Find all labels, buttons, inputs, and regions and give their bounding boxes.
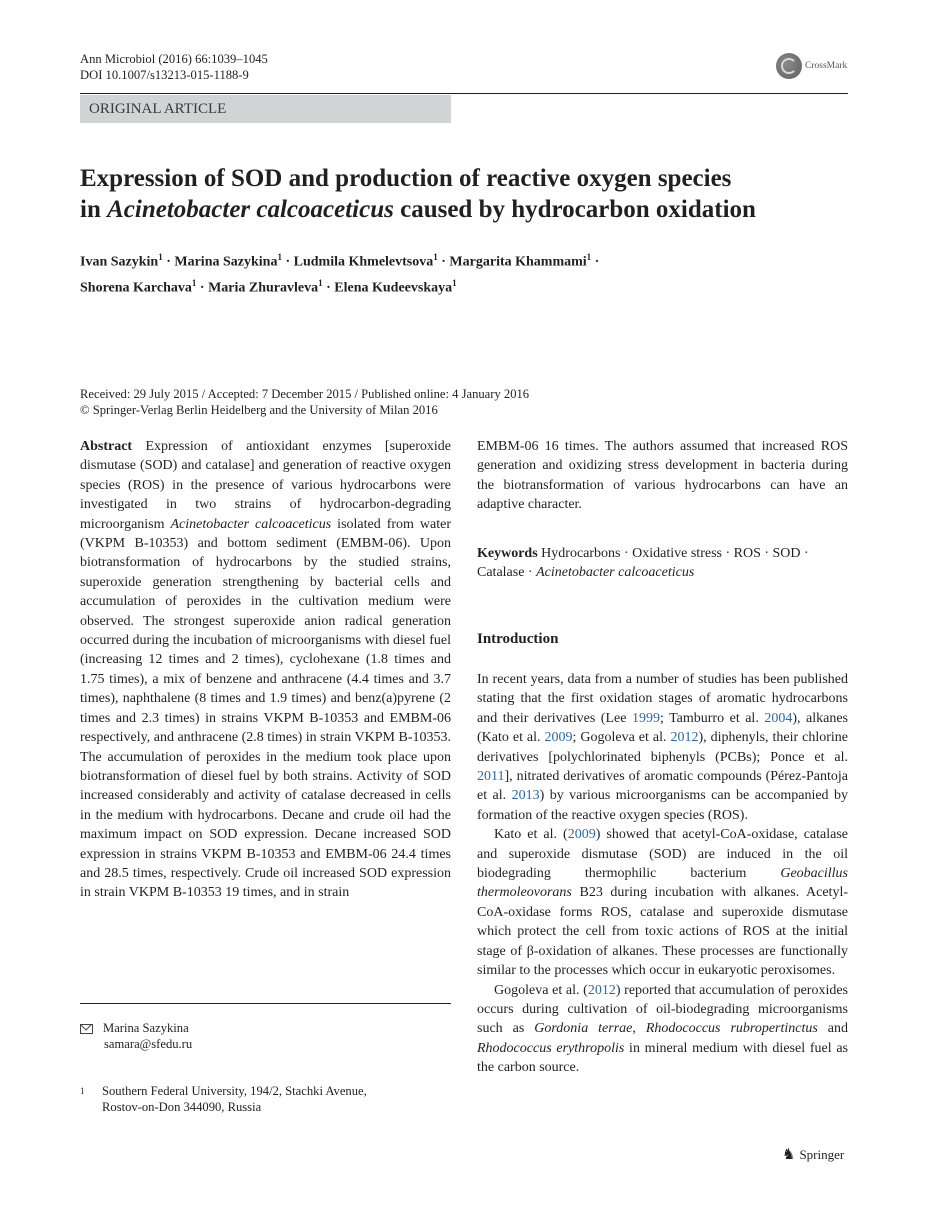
author-name[interactable]: Elena Kudeevskaya bbox=[334, 280, 453, 296]
intro-text: ) reported that accumulation of peroxides occurs during cultivation of oil-biodegrading microorganisms such as bbox=[477, 982, 848, 1037]
species-name: Geobacillus thermoleovorans bbox=[477, 866, 848, 901]
citation-link[interactable]: 2013 bbox=[511, 788, 540, 804]
author-affiliation: 1 bbox=[158, 252, 163, 262]
intro-text: ), alkanes (Kato et al. bbox=[477, 710, 848, 746]
abstract-continued bbox=[477, 437, 848, 515]
keywords-text: Hydrocarbons · Oxidative stress · ROS · SOD · Catalase · bbox=[477, 546, 809, 581]
intro-text: and bbox=[817, 1021, 849, 1037]
abstract-continued-text: EMBM-06 16 times. The authors assumed that increased ROS generation and oxidizing stress development in bacteria during the biotransformation of various hydrocarbons can have an adaptive character. bbox=[477, 439, 848, 513]
crossmark-label: CrossMark bbox=[805, 61, 848, 71]
citation-link[interactable]: 2011 bbox=[477, 769, 505, 785]
affiliation-line-1: Southern Federal University, 194/2, Stachki Avenue, bbox=[102, 1084, 367, 1098]
intro-text: B23 during incubation with alkanes. Acetyl-CoA-oxidase forms ROS, catalase and superoxide dismutase which protect the cell from toxic actions of ROS at the initial stage of β-oxidation of alkanes. These processes are functionally similar to the processes which occur in eukaryotic peroxisomes. bbox=[477, 885, 848, 979]
journal-info: Ann Microbiol (2016) 66:1039–1045 bbox=[80, 52, 268, 66]
publication-dates bbox=[80, 386, 850, 418]
citation-link[interactable]: 2004 bbox=[764, 710, 793, 726]
affiliation bbox=[80, 1083, 367, 1115]
publisher-logo bbox=[782, 1145, 844, 1164]
journal-citation bbox=[80, 51, 268, 83]
author-separator: · bbox=[162, 254, 175, 270]
intro-text: ; Gogoleva et al. bbox=[572, 730, 671, 746]
author-name[interactable]: Marina Sazykina bbox=[174, 254, 278, 270]
article-title bbox=[80, 163, 850, 225]
doi[interactable]: DOI 10.1007/s13213-015-1188-9 bbox=[80, 68, 249, 82]
abstract-text: Expression of antioxidant enzymes [superoxide dismutase (SOD) and catalase] and generation of reactive oxygen species (ROS) in the presence of various hydrocarbons were investigated in two strains of hydrocarbon-degrading microorganism bbox=[80, 439, 451, 532]
author-line-1 bbox=[80, 247, 850, 273]
keywords-label: Keywords bbox=[477, 546, 538, 561]
author-name[interactable]: Maria Zhuravleva bbox=[208, 280, 319, 296]
footnote-rule bbox=[80, 1003, 451, 1004]
intro-text: ) showed that acetyl-CoA-oxidase, catalase and superoxide dismutase (SOD) are induced in the oil biodegrading thermophilic bacterium bbox=[477, 827, 848, 882]
author-separator: · bbox=[437, 254, 450, 270]
citation-link[interactable]: 1999 bbox=[631, 710, 660, 726]
crossmark-icon bbox=[776, 53, 802, 79]
introduction-heading: Introduction bbox=[477, 631, 559, 647]
title-species: Acinetobacter calcoaceticus bbox=[107, 196, 394, 223]
author-affiliation: 1 bbox=[586, 252, 592, 262]
abstract-species: Acinetobacter calcoaceticus bbox=[170, 516, 332, 532]
title-post: caused by hydrocarbon oxidation bbox=[393, 196, 756, 223]
intro-text: Gogoleva et al. ( bbox=[494, 982, 588, 998]
author-separator: · bbox=[281, 254, 294, 270]
citation-link[interactable]: 2009 bbox=[567, 827, 596, 843]
envelope-icon bbox=[80, 1024, 93, 1034]
springer-horse-icon: ♞ bbox=[782, 1147, 796, 1163]
intro-text: ], nitrated derivatives of aromatic compounds (Pérez-Pantoja et al. bbox=[477, 769, 848, 804]
author-affiliation: 1 bbox=[452, 277, 457, 288]
publisher-name: Springer bbox=[799, 1146, 845, 1162]
abstract-text-cont: isolated from water (VKPM B-10353) and bottom sediment (EMBM-06). Upon biotransformation of hydrocarbons by the studied strains, superoxide generation strengthening by bacterial cells and accumulation of peroxides in the cultivation medium were observed. The strongest superoxide anion radical generation occurred during the incubation of microorganisms with diesel fuel (increasing 12 times and 2 times), cyclohexane (1.8 times and 1.75 times), a mix of benzene and anthracene (4.4 times and 3.7 times), naphthalene (8 times and 1.9 times) and benz(a)pyrene (2 times and 2.3 times) in strains VKPM B-10353 and EMBM-06 respectively, and anthracene (2.8 times) in strain VKPM B-10353. The accumulation of peroxides in the medium took place upon biotransformation of diesel fuel by both strains. Activity of SOD increased considerably and activity of catalase decreased in cells in the medium with hydrocarbons. Decane and crude oil had the maximum impact on SOD expression. Decane increased SOD expression in strains VKPM B-10353 and EMBM-06 24.4 times and 28.5 times, respectively. Crude oil increased SOD expression in strain VKPM B-10353 19 times, and in strain bbox=[80, 516, 451, 901]
corresponding-author: Marina Sazykina bbox=[103, 1021, 189, 1035]
intro-text: Kato et al. ( bbox=[494, 827, 568, 843]
affiliation-number: 1 bbox=[80, 1086, 85, 1096]
header-rule bbox=[80, 93, 848, 94]
intro-paragraph-1 bbox=[477, 670, 848, 825]
author-line-2 bbox=[80, 273, 850, 299]
author-separator: · bbox=[196, 280, 209, 296]
author-name[interactable]: Shorena Karchava bbox=[80, 280, 192, 296]
keywords-species: Acinetobacter calcoaceticus bbox=[536, 565, 695, 581]
abstract-label: Abstract bbox=[80, 439, 133, 454]
title-pre: in bbox=[80, 196, 108, 223]
intro-text: In recent years, data from a number of studies has been published stating that the first oxidation stages of aromatic hydrocarbons and their derivatives (Lee bbox=[477, 672, 848, 726]
species-name: Rhodococcus rubropertinctus bbox=[645, 1021, 818, 1037]
corresponding-email[interactable]: samara@sfedu.ru bbox=[104, 1037, 193, 1051]
author-list bbox=[80, 247, 850, 298]
author-affiliation: 1 bbox=[318, 277, 323, 288]
copyright: © Springer-Verlag Berlin Heidelberg and the University of Milan 2016 bbox=[80, 403, 438, 417]
citation-link[interactable]: 2012 bbox=[587, 982, 616, 998]
title-line-2 bbox=[80, 194, 850, 225]
abstract bbox=[80, 437, 451, 903]
species-name: Rhodococcus erythropolis bbox=[477, 1040, 625, 1056]
intro-text: ), diphenyls, their chlorine derivatives [polychlorinated biphenyls (PCBs); Ponce et al. bbox=[477, 730, 848, 765]
intro-text: in mineral medium with diesel fuel as the carbon source. bbox=[477, 1040, 848, 1076]
author-separator: · bbox=[322, 280, 335, 296]
author-affiliation: 1 bbox=[433, 252, 438, 262]
intro-paragraph-2 bbox=[477, 825, 848, 980]
author-separator: · bbox=[591, 254, 600, 270]
species-name: Gordonia terrae bbox=[534, 1021, 633, 1037]
intro-text: , bbox=[632, 1021, 646, 1037]
author-affiliation: 1 bbox=[277, 252, 282, 262]
author-affiliation: 1 bbox=[191, 277, 197, 288]
introduction-body bbox=[477, 670, 848, 1078]
crossmark-badge[interactable] bbox=[776, 53, 847, 79]
intro-text: ) by various microorganisms can be accompanied by formation of the reactive oxygen species (ROS). bbox=[477, 788, 848, 823]
intro-text: ; Tamburro et al. bbox=[659, 710, 765, 726]
correspondence bbox=[80, 1020, 192, 1052]
citation-link[interactable]: 2009 bbox=[544, 730, 573, 746]
citation-link[interactable]: 2012 bbox=[670, 730, 699, 746]
title-line-1: Expression of SOD and production of reactive oxygen species bbox=[80, 165, 732, 192]
author-name[interactable]: Margarita Khammami bbox=[449, 254, 587, 270]
keywords bbox=[477, 544, 848, 583]
article-type-banner: ORIGINAL ARTICLE bbox=[80, 95, 451, 123]
author-name[interactable]: Ivan Sazykin bbox=[80, 254, 159, 270]
intro-paragraph-3 bbox=[477, 981, 848, 1078]
affiliation-line-2: Rostov-on-Don 344090, Russia bbox=[102, 1100, 262, 1114]
author-name[interactable]: Ludmila Khmelevtsova bbox=[293, 254, 434, 270]
history-dates: Received: 29 July 2015 / Accepted: 7 December 2015 / Published online: 4 January 2016 bbox=[80, 387, 530, 401]
